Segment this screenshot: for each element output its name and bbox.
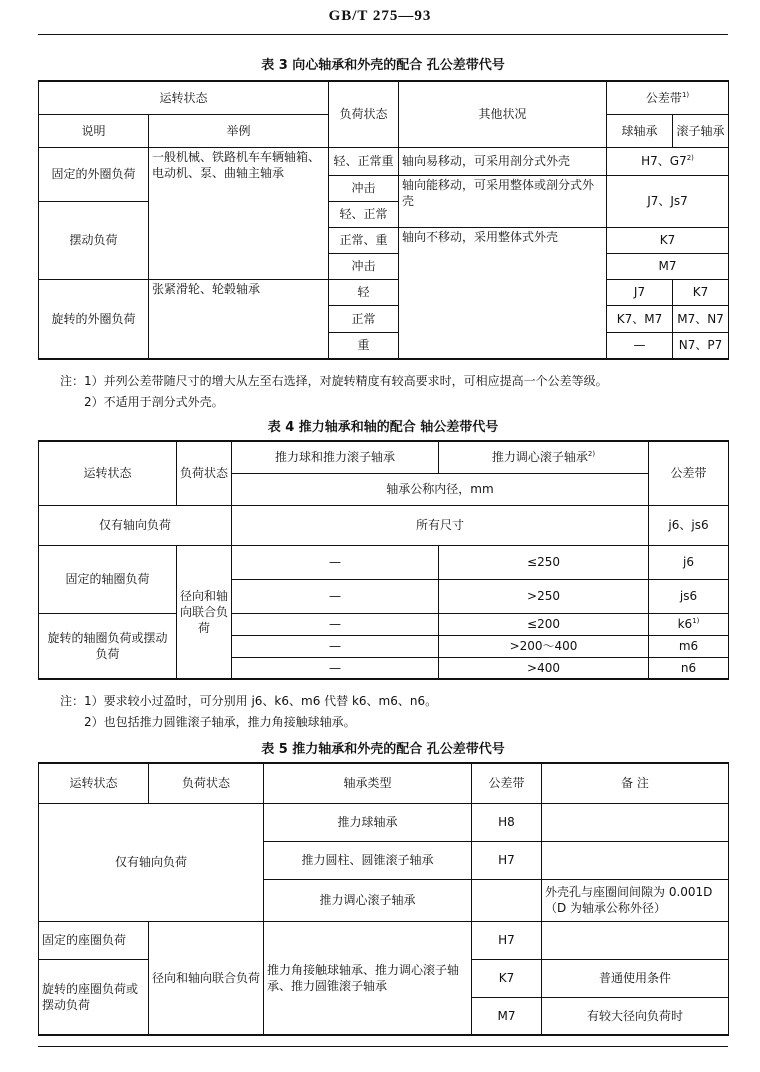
t5-header-tolerance: 公差带: [472, 763, 542, 803]
t5-header-bearing-type: 轴承类型: [264, 763, 472, 803]
t3-load-light-normal-heavy: 轻、正常重: [329, 147, 399, 175]
t5-type-self-aligning: 推力调心滚子轴承: [264, 879, 472, 921]
t4-note-1: 注：1）要求较小过盈时，可分别用 j6、k6、m6 代替 k6、m6、n6。: [60, 694, 438, 708]
t5-tol-h8: H8: [472, 803, 542, 841]
t4-row1-self: ≤250: [439, 545, 649, 579]
t4-header-running-state: 运转状态: [39, 441, 177, 505]
t4-row2-tol: js6: [649, 579, 729, 613]
t3-load-impact-2: 冲击: [329, 253, 399, 279]
table3-caption: 表 3 向心轴承和外壳的配合 孔公差带代号: [261, 58, 505, 73]
page-header: GB/T 275—93: [328, 8, 432, 24]
bottom-rule: [38, 1046, 728, 1047]
t4-axial-only: 仅有轴向负荷: [39, 505, 232, 545]
t4-row2-self: >250: [439, 579, 649, 613]
t5-tol-3: [472, 879, 542, 921]
t5-type-thrust-ball: 推力球轴承: [264, 803, 472, 841]
t3-other-axial-easy: 轴向易移动，可采用剖分式外壳: [399, 147, 607, 175]
t3-load-impact: 冲击: [329, 175, 399, 201]
t5-fixed-seat: 固定的座圈负荷: [39, 921, 149, 959]
t5-tol-m7: M7: [472, 997, 542, 1035]
t3-tol-ball-dash: —: [607, 332, 673, 359]
t3-header-roller: 滚子轴承: [673, 114, 729, 147]
t3-tol-roller-m7-n7: M7、N7: [673, 305, 729, 332]
t3-load-heavy: 重: [329, 332, 399, 359]
t5-header-remarks: 备 注: [542, 763, 729, 803]
t3-header-description: 说明: [39, 114, 149, 147]
t4-row3-ball: —: [232, 613, 439, 635]
t3-other-axial-movable: 轴向能移动，可采用整体或剖分式外壳: [399, 175, 607, 227]
t5-type-cylindrical-tapered: 推力圆柱、圆锥滚子轴承: [264, 841, 472, 879]
t5-type-combined: 推力角接触球轴承、推力调心滚子轴承、推力圆锥滚子轴承: [264, 921, 472, 1035]
t3-desc-rotating-outer: 旋转的外圈负荷: [39, 279, 149, 359]
t3-tol-m7: M7: [607, 253, 729, 279]
t3-tol-roller-n7-p7: N7、P7: [673, 332, 729, 359]
header-rule: [38, 34, 728, 35]
t4-row3-self: ≤200: [439, 613, 649, 635]
t3-note-2: 2）不适用于剖分式外壳。: [84, 395, 224, 409]
t3-tol-h7-g7: H7、G7$^{2)}$: [607, 147, 729, 175]
t3-load-normal-heavy: 正常、重: [329, 227, 399, 253]
t5-remark-2: [542, 841, 729, 879]
t3-header-example: 举例: [149, 114, 329, 147]
t3-tol-ball-k7-m7: K7、M7: [607, 305, 673, 332]
t4-rotating-shaft: 旋转的轴圈负荷或摆动负荷: [39, 613, 177, 679]
t4-header-thrust-self: 推力调心滚子轴承$^{2)}$: [439, 441, 649, 473]
t4-row2-ball: —: [232, 579, 439, 613]
table3: [38, 80, 729, 360]
t3-tol-ball-j7: J7: [607, 279, 673, 305]
t5-axial-only: 仅有轴向负荷: [39, 803, 264, 921]
t4-header-load-state: 负荷状态: [177, 441, 232, 505]
t4-all-sizes: 所有尺寸: [232, 505, 649, 545]
t3-tol-k7: K7: [607, 227, 729, 253]
t3-header-other: 其他状况: [399, 81, 607, 147]
t3-load-light: 轻: [329, 279, 399, 305]
t4-header-diameter: 轴承公称内径，mm: [232, 473, 649, 505]
t5-tol-k7: K7: [472, 959, 542, 997]
table4-caption: 表 4 推力轴承和轴的配合 轴公差带代号: [267, 420, 499, 435]
t3-load-light-normal: 轻、正常: [329, 201, 399, 227]
t5-remark-h7: [542, 921, 729, 959]
t4-fixed-shaft: 固定的轴圈负荷: [39, 545, 177, 613]
t5-header-running-state: 运转状态: [39, 763, 149, 803]
t4-header-thrust-ball: 推力球和推力滚子轴承: [232, 441, 439, 473]
t4-note-2: 2）也包括推力圆锥滚子轴承，推力角接触球轴承。: [84, 715, 356, 729]
t4-row3-tol: k6$^{1)}$: [649, 613, 729, 635]
t3-desc-swing: 摆动负荷: [39, 201, 149, 279]
t3-header-running-state: 运转状态: [39, 81, 329, 114]
t3-note-1: 注：1）并列公差带随尺寸的增大从左至右选择，对旋转精度有较高要求时，可相应提高一个公差等级。: [60, 374, 608, 388]
t4-row4-ball: —: [232, 635, 439, 657]
t5-rotating-seat: 旋转的座圈负荷或摆动负荷: [39, 959, 149, 1035]
t4-row4-tol: m6: [649, 635, 729, 657]
table4: [38, 440, 729, 680]
t5-remark-1: [542, 803, 729, 841]
t5-header-load-state: 负荷状态: [149, 763, 264, 803]
t4-row1-ball: —: [232, 545, 439, 579]
t4-combined: 径向和轴向联合负荷: [177, 545, 232, 679]
t3-header-tolerance: 公差带$^{1)}$: [607, 81, 729, 114]
t5-remark-k7: 普通使用条件: [542, 959, 729, 997]
t5-tol-h7-2: H7: [472, 921, 542, 959]
t3-header-load-state: 负荷状态: [329, 81, 399, 147]
t4-row5-ball: —: [232, 657, 439, 679]
t3-tol-roller-k7: K7: [673, 279, 729, 305]
t4-tol-j6-js6: j6、js6: [649, 505, 729, 545]
t4-header-tolerance: 公差带: [649, 441, 729, 505]
t4-row4-self: >200～400: [439, 635, 649, 657]
t5-combined: 径向和轴向联合负荷: [149, 921, 264, 1035]
table5: [38, 762, 729, 1036]
t3-other-axial-fixed: 轴向不移动，采用整体式外壳: [399, 227, 607, 359]
t5-remark-m7: 有较大径向负荷时: [542, 997, 729, 1035]
t3-tol-j7-js7: J7、Js7: [607, 175, 729, 227]
t3-example-pulley: 张紧滑轮、轮毂轴承: [149, 279, 329, 359]
t3-load-normal: 正常: [329, 305, 399, 332]
t4-row1-tol: j6: [649, 545, 729, 579]
t3-example-general: 一般机械、铁路机车车辆轴箱、电动机、泵、曲轴主轴承: [149, 147, 329, 279]
t5-remark-clearance: 外壳孔与座圈间间隙为 0.001D（D 为轴承公称外径）: [542, 879, 729, 921]
table5-caption: 表 5 推力轴承和外壳的配合 孔公差带代号: [261, 742, 505, 757]
t3-desc-fixed-outer: 固定的外圈负荷: [39, 147, 149, 201]
t3-header-ball: 球轴承: [607, 114, 673, 147]
t4-row5-tol: n6: [649, 657, 729, 679]
t5-tol-h7: H7: [472, 841, 542, 879]
t4-row5-self: >400: [439, 657, 649, 679]
